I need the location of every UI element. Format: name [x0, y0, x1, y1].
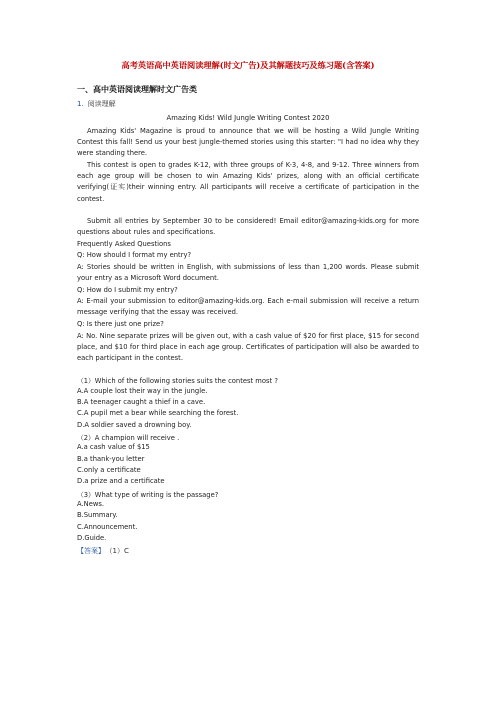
option: B.Summary. — [77, 511, 118, 519]
option: C.Announcement. — [77, 523, 138, 531]
option: B.A teenager caught a thief in a cave. — [77, 398, 206, 406]
faq-heading: Frequently Asked Questions — [77, 240, 171, 248]
faq-answer: A: No. Nine separate prizes will be given out, with a cash value of $20 for first place, $15 for second place, and $10 for third place in each age group. Certificates of participation will also be awarded to each participant in the contest. — [77, 332, 419, 363]
option: A.News. — [77, 500, 105, 508]
option: C.only a certificate — [77, 466, 141, 474]
option: A.a cash value of $15 — [77, 443, 150, 451]
option: D.a prize and a certificate — [77, 477, 165, 485]
faq-answer: A: E-mail your submission to editor@amazing-kids.org. Each e-mail submission will receive a return message verifying that the essay was received. — [77, 297, 419, 317]
section-heading: 一、高中英语阅读理解时文广告类 — [77, 84, 197, 94]
option: B.a thank-you letter — [77, 455, 145, 463]
question-stem: （2）A champion will receive . — [77, 434, 180, 442]
question-type: 阅读理解 — [87, 100, 116, 108]
faq-question: Q: How do I submit my entry? — [77, 286, 178, 294]
faq-answer: A: Stories should be written in English, with submissions of less than 1,200 words. Please submit your entry as a Microsoft Word document. — [77, 263, 419, 283]
paragraph-intro: Amazing Kids' Magazine is proud to announce that we will be hosting a Wild Jungle Writing Contest this fall! Send us your best jungle-themed stories using this starter: "I had no idea why they were standing there. — [77, 127, 419, 158]
faq-question: Q: Is there just one prize? — [77, 320, 164, 328]
passage-title: Amazing Kids! Wild Jungle Writing Contest 2020 — [166, 114, 330, 122]
option: A.A couple lost their way in the jungle. — [77, 387, 208, 395]
answer-value: （1）C — [109, 547, 129, 555]
answer-tag: 【答案】 — [77, 547, 105, 555]
question-number: 1. — [77, 100, 84, 108]
faq-question: Q: How should I format my entry? — [77, 251, 192, 259]
paragraph-deadline: Submit all entries by September 30 to be considered! Email editor@amazing-kids.org for more questions about rules and specifications. — [77, 217, 419, 237]
question-stem: （3）What type of writing is the passage? — [77, 491, 219, 499]
paragraph-eligibility: This contest is open to grades K-12, with three groups of K-3, 4-8, and 9-12. Three winners from each age group will be chosen to win Amazing Kids' prizes, along with an official certificate verifying(证实)their winning entry. All participants will receive a certificate of participation in the contest. — [77, 161, 419, 203]
option: D.A soldier saved a drowning boy. — [77, 421, 192, 429]
question-stem: （1）Which of the following stories suits the contest most ? — [77, 377, 278, 385]
question-header — [77, 99, 116, 109]
option: D.Guide. — [77, 534, 107, 542]
answer-line — [77, 546, 129, 556]
option: C.A pupil met a bear while searching the forest. — [77, 409, 239, 417]
document-title: 高考英语高中英语阅读理解(时文广告)及其解题技巧及练习题(含答案) — [121, 60, 375, 70]
